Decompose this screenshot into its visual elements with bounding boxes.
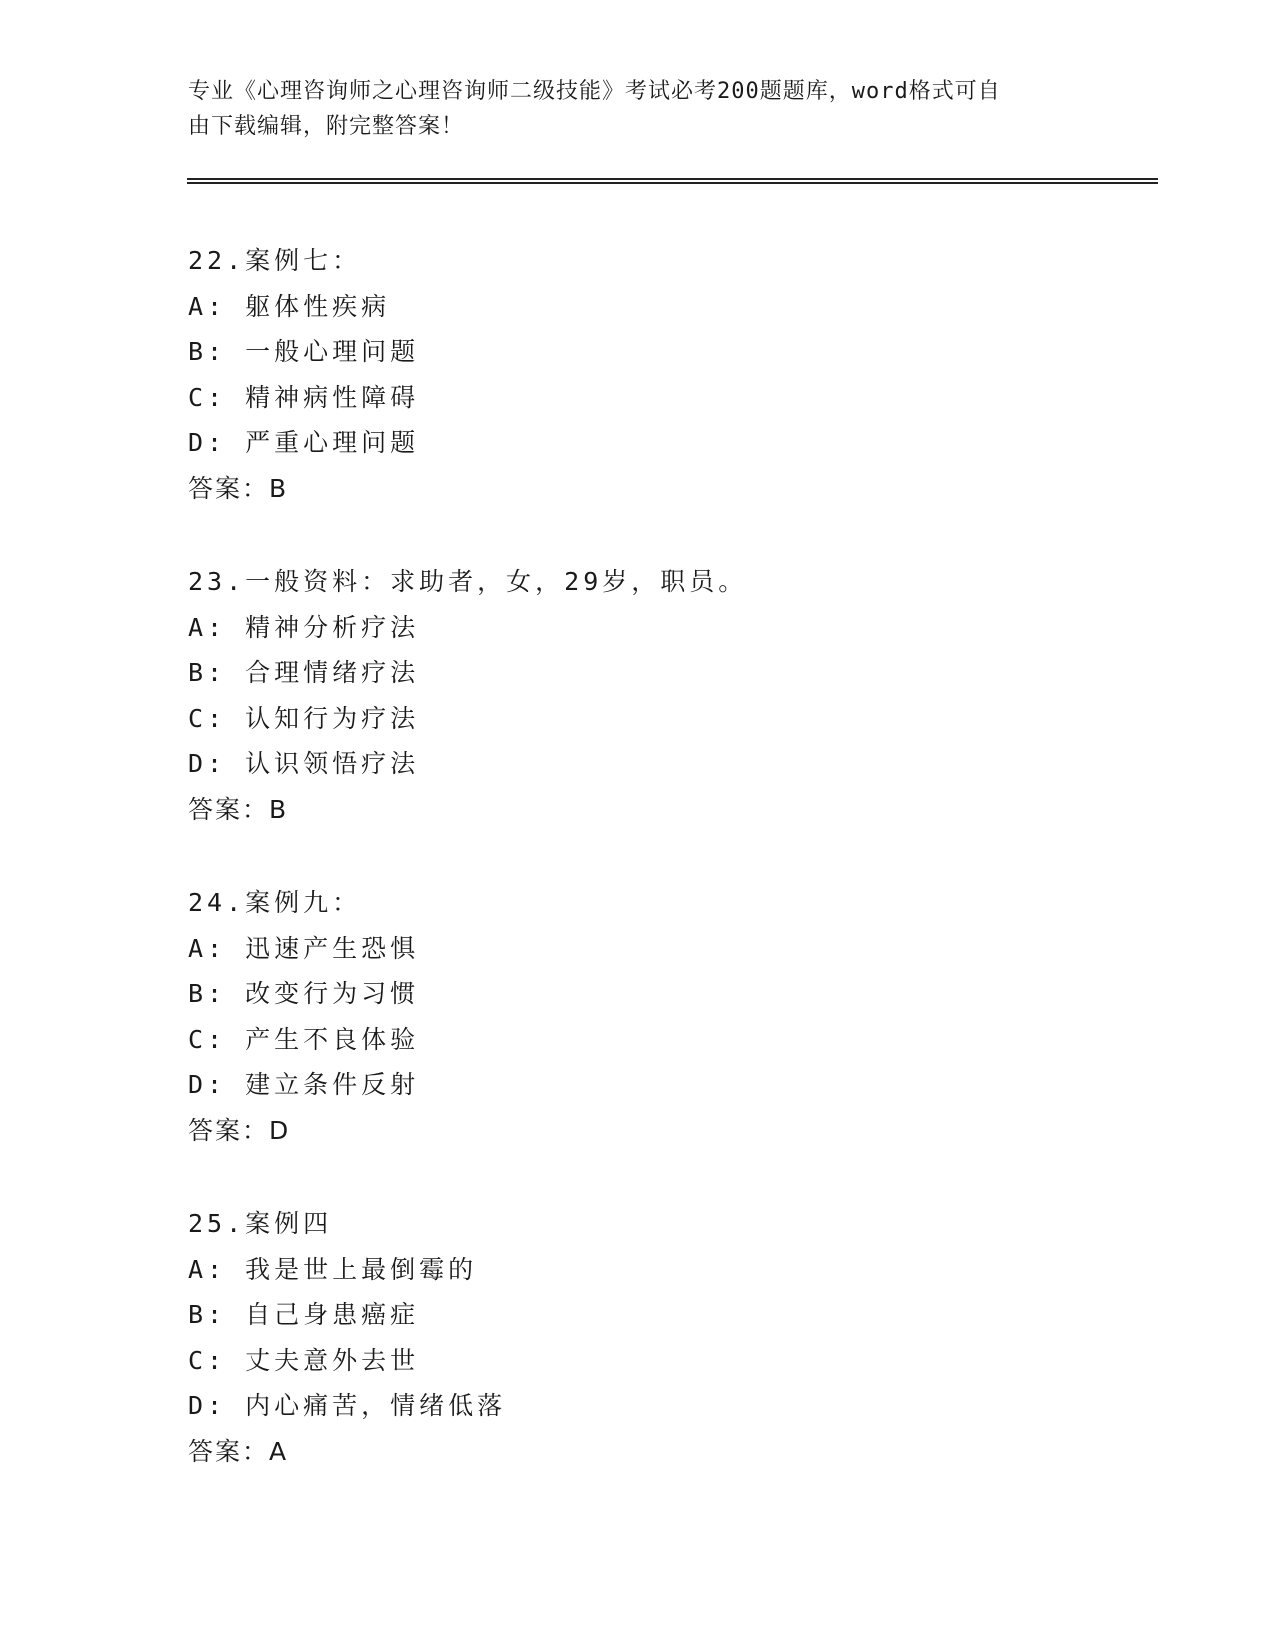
option-b: B: 合理情绪疗法 <box>188 658 420 687</box>
question-stem: 25.案例四 <box>188 1209 333 1238</box>
option-a: A: 精神分析疗法 <box>188 612 420 642</box>
option-c: C: 认知行为疗法 <box>188 703 420 733</box>
answer-line: 答案：B <box>188 794 289 824</box>
option-d: D: 建立条件反射 <box>188 1070 420 1099</box>
option-a: A: 我是世上最倒霉的 <box>188 1254 478 1284</box>
question-23 <box>188 559 1188 832</box>
question-stem: 22.案例七： <box>188 246 362 275</box>
option-d: D: 严重心理问题 <box>188 428 420 457</box>
question-stem: 24.案例九： <box>188 888 362 917</box>
answer-line: 答案：D <box>188 1115 291 1145</box>
answer-line: 答案：B <box>188 473 289 503</box>
question-stem: 23.一般资料：求助者，女，29岁，职员。 <box>188 567 748 596</box>
option-a: A: 躯体性疾病 <box>188 291 391 321</box>
option-c: C: 精神病性障碍 <box>188 382 420 412</box>
question-list <box>188 238 1188 1522</box>
option-a: A: 迅速产生恐惧 <box>188 933 420 963</box>
answer-line: 答案：A <box>188 1436 289 1466</box>
header-line-2: 由下载编辑，附完整答案！ <box>188 114 465 139</box>
option-c: C: 产生不良体验 <box>188 1024 420 1054</box>
question-24 <box>188 880 1188 1153</box>
header-line-1: 专业《心理咨询师之心理咨询师二级技能》考试必考200题题库，word格式可自 <box>188 79 1001 104</box>
option-b: B: 改变行为习惯 <box>188 979 420 1008</box>
question-25 <box>188 1201 1188 1474</box>
header-double-rule <box>187 178 1158 184</box>
option-d: D: 认识领悟疗法 <box>188 749 420 778</box>
option-b: B: 一般心理问题 <box>188 337 420 366</box>
document-header <box>188 74 1088 144</box>
question-22 <box>188 238 1188 511</box>
option-c: C: 丈夫意外去世 <box>188 1345 420 1375</box>
option-b: B: 自己身患癌症 <box>188 1300 420 1329</box>
option-d: D: 内心痛苦，情绪低落 <box>188 1391 507 1420</box>
